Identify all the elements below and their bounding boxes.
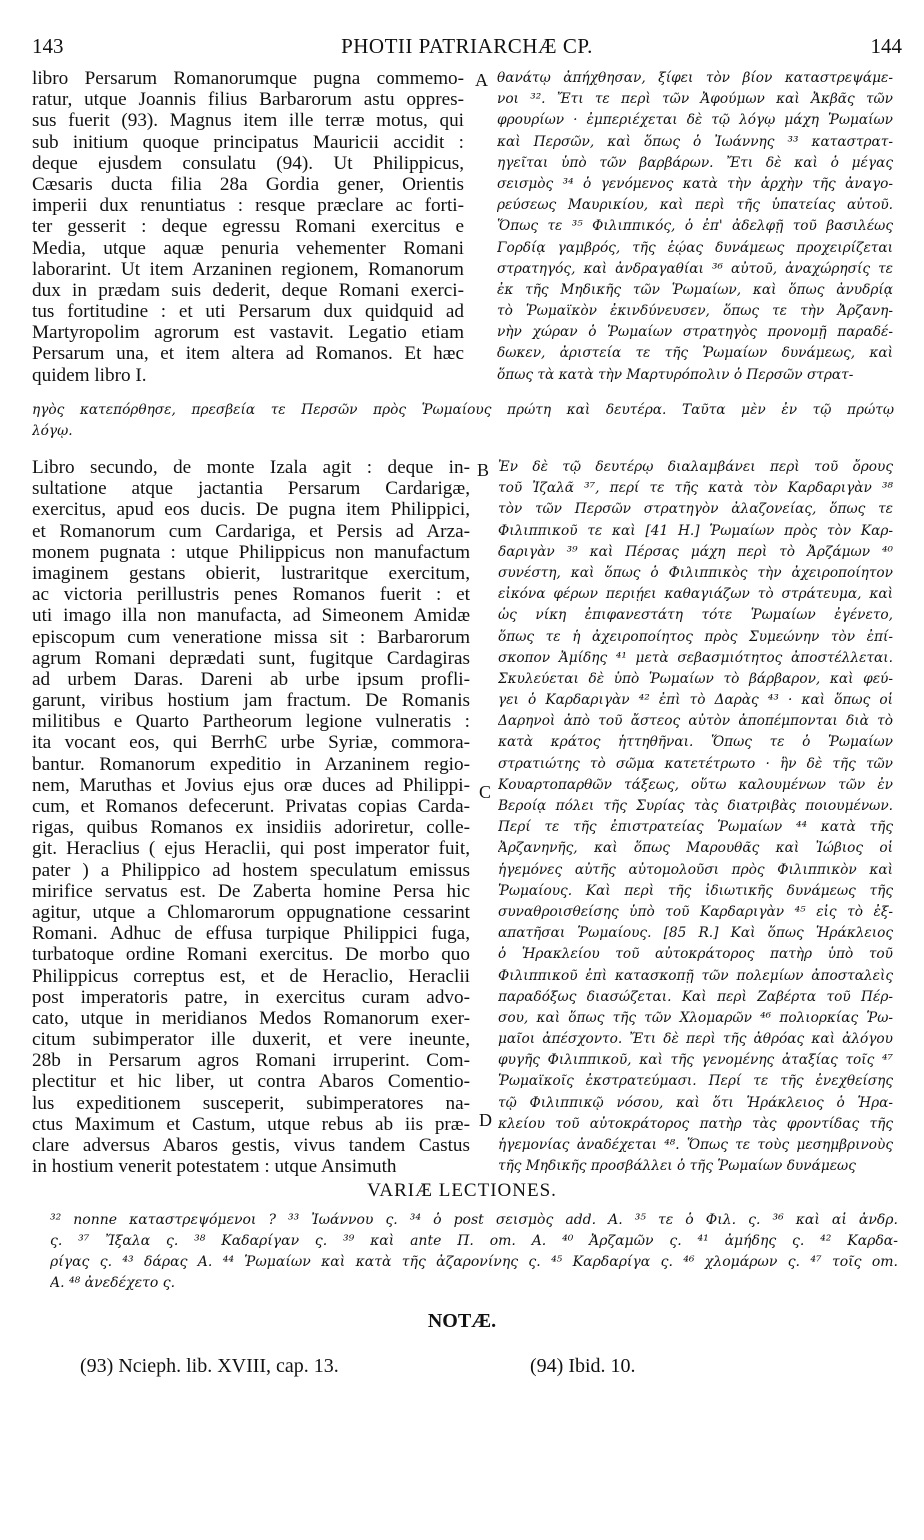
text-line: git. Heraclius ( ejus Heraclii, qui post imperator fuit, (32, 838, 470, 860)
text-line: Romani. Adhuc de effusa turpique Philippici fuga, (32, 923, 470, 945)
text-line: τοῦ Ἰζαλᾶ ³⁷, περί τε τῆς κατὰ τὸν Καρδαριγὰν ³⁸ (498, 480, 893, 497)
text-line: νὴν χώραν ὁ Ῥωμαίων στρατηγὸς προνομῇ παραδέ- (497, 324, 893, 341)
text-line: agrum Romani deprædati sunt, fugitque Cardagiras (32, 647, 470, 669)
text-line: 28b in Persarum agros Romani irruperint. Com- (32, 1050, 470, 1072)
text-line: cato, utque in meridianos Medos Romanorum exer- (32, 1007, 470, 1029)
text-line: ρεύσεως Μαυρικίου, καὶ περὶ τῆς ὑπατείας αὐτοῦ. (497, 197, 893, 214)
margin-marker-b: B (477, 460, 490, 480)
page-number-left: 143 (32, 34, 64, 58)
variae-lectiones-text (50, 1210, 898, 1294)
text-line: απατῆσαι Ῥωμαίους. [85 R.] Καὶ ὅπως Ἡράκλειος (498, 925, 893, 942)
margin-marker-c: C (479, 782, 492, 802)
text-line: στρατηγός, καὶ ἀνδραγαθίαι ³⁶ αὐτοῦ, ἀναχώρησίς τε (497, 260, 893, 277)
text-line: ὅπως τὰ κατὰ τὴν Μαρτυρόπολιν ὁ Περσῶν στρατ- (497, 366, 854, 383)
text-line: στρατιώτης τὸ σῶμα κατετέτρωτο · ἣν δὲ τῆς τῶν (498, 755, 893, 772)
text-line: monem pugnata : utque Philippicus non manufactum (32, 541, 470, 563)
text-line: Σκυλεύεται δὲ ὑπὸ Ῥωμαίων τὸ βάρβαρον, καὶ φεύ- (498, 670, 893, 687)
text-line: εἰκόνα φέρων περιῄει καθαγιάζων τὸ στράτευμα, καὶ (498, 586, 893, 603)
text-line: σκοπον Ἀμίδης ⁴¹ μετὰ σεβασμιότητος ἀποστέλλεται. (498, 649, 893, 666)
text-line: Δαρηνοὶ ἀπὸ τοῦ ἄστεος αὐτὸν ἀποπέμπονται διὰ τὸ (498, 713, 893, 730)
text-line: τῷ Φιλιππικῷ νόσου, καὶ ὅτι Ἡράκλειος ὁ Ἡρα- (498, 1094, 893, 1111)
variae-lectiones-title: VARIÆ LECTIONES. (367, 1180, 557, 1201)
text-line: cum, et Romanos defecerunt. Privatas copias Carda- (32, 796, 470, 817)
text-line: citum subimperator ille duxerit, et vere ineunte, (32, 1029, 470, 1051)
variant-reading-line: ρίγας ς. ⁴³ δάρας A. ⁴⁴ Ῥωμαίων καὶ κατὰ τῆς ἀζαρονίνης ς. ⁴⁵ Καρδαρίγα ς. ⁴⁶ χλομάρων ς. ⁴⁷ τοῖς om. (50, 1254, 898, 1270)
page-number-right: 144 (870, 34, 902, 58)
text-line: agitur, utque a Chlomarorum oppugnatione cessarint (32, 901, 470, 923)
variant-reading-line: ³² nonne καταστρεψόμενοι ? ³³ Ἰωάννου ς. ³⁴ ὁ post σεισμὸς add. A. ³⁵ τε ὁ Φιλ. ς. ³⁶ καὶ αἱ ἀνδρ. (50, 1212, 898, 1228)
text-line: μαῖοι ἀπέσχοντο. Ἔτι δὲ περὶ τῆς ἀθρόας καὶ ἀλόγου (498, 1031, 893, 1048)
text-line: Ῥωμαϊκοῖς ἐκστρατεύμασι. Περί τε τῆς ἐνεχθείσης (498, 1073, 893, 1090)
text-line: militibus e Quarto Partheorum legione vulneratis : (32, 711, 470, 733)
text-line: post imperatoris patre, in exercitus curam advo- (32, 986, 470, 1008)
text-line: imaginem gestans obierit, lustraritque exercitum, (32, 562, 470, 584)
text-line: exercitus, apud eos ducis. De pugna item Philippici, (32, 499, 470, 521)
text-line: ἡγεμονίας ἀναδέχεται ⁴⁸. Ὅπως τε τοὺς μεσημβρινοὺς (498, 1137, 893, 1153)
variant-reading-line: ς. ³⁷ Ἴξαλα ς. ³⁸ Καδαρίγαν ς. ³⁹ καὶ ante Π. om. A. ⁴⁰ Ἀρζαμῶν ς. ⁴¹ ἀμήδης ς. ⁴² Καρδα- (50, 1233, 898, 1249)
text-line: τὸ Ῥωμαϊκὸν ἐκινδύνευσεν, ὅπως τε τὴν Ἀρζανη- (497, 303, 893, 320)
text-line: συνέστη, καὶ ὅπως ὁ Φιλιππικὸς τὴν ἀχειροποίητον (498, 564, 893, 581)
text-line: τῆς Μηδικῆς προσβάλλει ὁ τῆς Ῥωμαίων δυνάμεως (498, 1158, 856, 1175)
greek-column-block-2 (498, 457, 893, 1177)
text-line: δαριγὰν ³⁹ καὶ Πέρσας μάχη περὶ τὸ Ἀρζάμων ⁴⁰ (498, 543, 893, 560)
text-line: Media, utque aquæ penuria vehementer Romani (32, 237, 464, 259)
text-line: παραδόξως διασώζεται. Καὶ περὶ Ζαβέρτα τοῦ Πέρ- (498, 988, 893, 1005)
note-93: (93) Nciеph. lib. XVIII, cap. 13. (80, 1355, 339, 1377)
text-line: καὶ Περσῶν, καὶ ὅπως ὁ Ἰωάννης ³³ καταστρατ- (497, 133, 893, 150)
text-line: dux in prædam suis dederit, deque Romani exerci- (32, 279, 464, 301)
text-line: turbatoque ordine Romani exercitus. De morbo quo (32, 944, 470, 966)
text-line: ita vocant eos, qui BerrhϾ urbe Syriæ, commora- (32, 732, 470, 754)
text-line: ηγεῖται ὑπὸ τῶν βαρβάρων. Ἔτι δὲ καὶ ὁ μέγας (497, 154, 893, 171)
text-line: rigas, quibus Romanos ex insidiis adoriretur, colle- (32, 817, 470, 839)
text-line: libro Persarum Romanorumque pugna commemo- (32, 68, 464, 89)
text-line: tus fortitudine : et uti Persarum dux quidquid ad (32, 301, 464, 323)
text-line: ἐκ τῆς Μηδικῆς τῶν Ῥωμαίων, καὶ ὅπως ἀνυδρίᾳ (497, 281, 893, 298)
text-line: ὡς νίκη ἐπιφανεστάτη τότε Ῥωμαίων ἐγένετο, (498, 607, 893, 624)
text-line: Martyropolim agrorum est vastavit. Legatio etiam (32, 322, 464, 344)
text-line: ac victoria perillustris penes Romanos fuerit : et (32, 584, 470, 606)
text-line: ἡγεμόνες αὐτῆς αὐτομολοῦσι πρὸς Φιλιππικὸν καὶ (498, 861, 893, 878)
text-line: lus expeditionem susceperit, subimperatores na- (32, 1092, 470, 1114)
latin-column-block-1 (32, 68, 464, 386)
text-line: Libro secundo, de monte Izala agit : deque in- (32, 457, 470, 478)
text-line: Βεροίᾳ πόλει τῆς Συρίας τὰς διατριβὰς ποιουμένων. (498, 798, 893, 814)
text-line: σου, καὶ ὅπως τῆς τῶν Χλομαρῶν ⁴⁶ πολιορκίας Ῥω- (498, 1009, 893, 1026)
text-line: quidem libro I. (32, 364, 147, 386)
text-line: δωκεν, ἀριστεία τε τῆς Ῥωμαίων δυνάμεως, καὶ (497, 345, 893, 362)
text-line: Περί τε τῆς ἐπιστρατείας Ῥωμαίων ⁴⁴ κατὰ τῆς (498, 819, 893, 836)
text-line: ratur, utque Joannis filius Barbarorum astu oppres- (32, 89, 464, 111)
text-line: λόγῳ. (32, 423, 73, 440)
text-line: φυγῆς Φιλιππικοῦ, καὶ τῆς γενομένης ἀταξίας τοῖς ⁴⁷ (498, 1052, 893, 1069)
text-line: pater ) a Philippico ad hostem speculatum emissus (32, 859, 470, 881)
text-line: ter gesserit : deque egressu Romani exercitus e (32, 216, 464, 238)
text-line: Persarum una, et item altera ad Romanos. Et hæc (32, 343, 464, 365)
text-line: θανάτῳ ἀπήχθησαν, ξίφει τὸν βίον καταστρεψάμε- (497, 70, 893, 86)
text-line: Cæsaris ducta filia 28a Gordia gener, Orientis (32, 173, 464, 195)
text-line: garunt, viribus hostium jam fractum. De Romanis (32, 690, 470, 712)
greek-column-block-1 (497, 68, 893, 386)
text-line: Ἐν δὲ τῷ δευτέρῳ διαλαμβάνει περὶ τοῦ ὄρους (498, 459, 893, 475)
text-line: Κουαρτοπαρθῶν τάξεως, οὕτω καλουμένων τῶν ἐν (498, 776, 893, 793)
text-line: Ὅπως τε ³⁵ Φιλιππικός, ὁ ἐπ' ἀδελφῇ τοῦ βασιλέως (497, 218, 893, 235)
text-line: in hostium venerit potestatem : utque Ansimuth (32, 1156, 397, 1178)
text-line: ὅπως τε ἡ ἀχειροποίητος πρὸς Συμεώνην τὸν ἐπί- (498, 628, 893, 645)
text-line: sultatione atque jactantia Persarum Cardarigæ, (32, 478, 470, 500)
text-line: nem, Maruthas et Jovius ejus oræ duces ad Philippi- (32, 774, 470, 796)
text-line: Ῥωμαίους. Καὶ περὶ τῆς ἰδιωτικῆς δυνάμεως τῆς (498, 882, 893, 899)
text-line: ηγὸς κατεπόρθησε, πρεσβεία τε Περσῶν πρὸς Ῥωμαίους πρώτη καὶ δευτέρα. Ταῦτα μὲν ἐν τῷ πρώτῳ (32, 402, 894, 418)
note-94: (94) Ibid. 10. (530, 1355, 636, 1377)
margin-marker-a: A (475, 70, 488, 90)
text-line: Φιλιππικοῦ τε καὶ [41 H.] Ῥωμαίων πρὸς τὸν Καρ- (498, 522, 893, 539)
running-title: PHOTII PATRIARCHÆ CP. (341, 34, 593, 58)
text-line: deque ejusdem consulatu (94). Ut Philippicus, (32, 152, 464, 174)
text-line: Φιλιππικοῦ ἐπὶ κατασκοπῇ τῶν πολεμίων ἀποσταλεὶς (498, 967, 893, 984)
notae-title: NOTÆ. (427, 1310, 497, 1332)
text-line: plectitur et hic liber, ut contra Abaros Comentio- (32, 1071, 470, 1093)
text-line: γει ὁ Καρδαριγὰν ⁴² ἐπὶ τὸ Δαρὰς ⁴³ · καὶ ὅπως οἱ (498, 692, 893, 709)
text-line: κλείου τοῦ αὐτοκράτορος πατὴρ τὰς φροντίδας τῆς (498, 1115, 893, 1132)
margin-marker-d: D (479, 1110, 492, 1130)
running-header (32, 34, 902, 62)
text-line: imperii dux renuntiatus : resque præclare ac forti- (32, 195, 464, 217)
text-line: uti imago illa non manufacta, ad Simeonem Amidæ (32, 605, 470, 627)
text-line: Γορδίᾳ γαμβρός, τῆς ἑῴας δυνάμεως προχειρίζεται (497, 239, 893, 256)
text-line: νοι ³². Ἔτι τε περὶ τῶν Ἀφούμων καὶ Ἀκβᾶς τῶν (497, 91, 893, 108)
text-line: σεισμὸς ³⁴ ὁ γενόμενος κατὰ τὴν ἀρχὴν τῆς ἀναγο- (497, 175, 893, 192)
text-line: φρουρίων · ἐμπεριέχεται δὲ τῷ λόγῳ μάχη Ῥωμαίων (497, 112, 893, 129)
latin-column-block-2 (32, 457, 470, 1177)
text-line: laborarint. Ut item Arzaninen regionem, Romanorum (32, 258, 464, 280)
text-line: ctus Maximum et Castum, utque rebus ab iis præ- (32, 1113, 470, 1135)
text-line: mirifice servatus est. De Zaberta homine Persa hic (32, 880, 470, 902)
text-line: ὁ Ἡρακλείου τοῦ αὐτοκράτορος πατὴρ ὑπὸ τοῦ (498, 946, 893, 963)
text-line: κατὰ κράτος ἡττηθῆναι. Ὅπως τε ὁ Ῥωμαίων (498, 734, 893, 751)
text-line: clare adversus Abaros gestis, vivus tandem Castus (32, 1135, 470, 1156)
greek-spanning-lines (32, 400, 894, 442)
text-line: sus fuerit (93). Magnus item ille terræ motus, qui (32, 110, 464, 132)
text-line: τὸν τῶν Περσῶν στρατηγὸν ἀλαζονείας, ὅπως τε (498, 501, 893, 518)
text-line: episcopum cum veneratione missa sit : Barbarorum (32, 626, 470, 648)
text-line: Ἀρζανηνῆς, καὶ ὅπως Μαρουθᾶς καὶ Ἰώβιος οἱ (498, 840, 893, 857)
text-line: bantur. Romanorum expeditio in Arzaninem regio- (32, 753, 470, 775)
text-line: Philippicus correptus est, et de Heraclio, Heraclii (32, 965, 470, 987)
variant-reading-line: A. ⁴⁸ ἀνεδέχετο ς. (50, 1275, 176, 1291)
text-line: συναθροισθείσης ὑπὸ τοῦ Καρδαριγὰν ⁴⁵ εἰς τὸ ἐξ- (498, 903, 893, 920)
text-line: et Romanorum cum Cardariga, et Persis ad Arza- (32, 520, 470, 542)
text-line: sub initium quoque principatus Mauricii accidit : (32, 131, 464, 153)
text-line: ad urbem Daras. Dareni ab urbe ipsum profli- (32, 668, 470, 690)
